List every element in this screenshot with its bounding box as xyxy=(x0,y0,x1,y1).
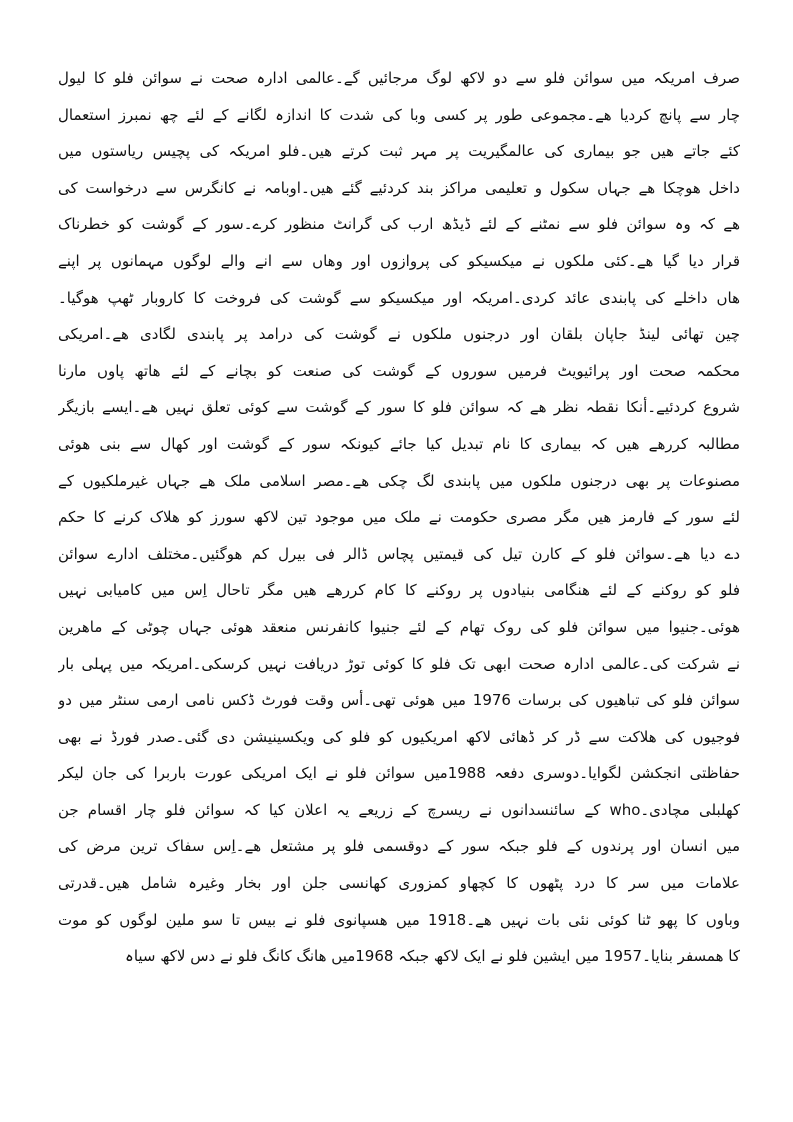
text-line: صرف امریکہ میں سوائن فلو سے دو لاکھ لوگ مرجائیں گے۔عالمی ادارہ صحت نے سوائن فلو کا لیول xyxy=(58,69,740,87)
text-line: سوائن فلو کی تباھیوں کی برسات 1976 میں ھوئی تھی۔أس وقت فورٹ ڈکس نامی ارمی سنٹر میں دو xyxy=(58,691,740,710)
text-line: ھے کہ وہ سوائن فلو سے نمٹنے کے لئے ڈیڈھ ارب کی گرانٹ منظور کرے۔سور کے گوشت کو خطرناک xyxy=(58,215,740,234)
text-line: مصنوعات پر بھی درجنوں ملکوں میں پابندی لگ چکی ھے۔مصر اسلامی ملک ھے جہاں غیرملکیوں کے xyxy=(58,471,740,490)
text-line: چین تھائی لینڈ جاپان بلقان اور درجنوں ملکوں نے گوشت کی درامد پر پابندی لگادی ھے۔امریکی xyxy=(58,325,740,344)
article-body xyxy=(58,60,740,975)
text-line: محکمہ صحت اور پرائیویٹ فرمیں سوروں کے گوشت کی صنعت کو بچانے کے لئے ھاتھ پاوں مارنا xyxy=(58,361,740,380)
text-line: علامات میں سر کا درد پٹھوں کا کچھاو کمزوری کھانسی جلن اور بخار وغیرہ شامل ھیں۔قدرتی xyxy=(58,874,740,893)
text-line: مطالبہ کررھے ھیں کہ بیماری کا نام تبدیل کیا جائے کیونکہ سور کے گوشت اور کھال سے بنی ھوئی xyxy=(58,434,740,453)
text-line: حفاظتی انجکشن لگوایا۔دوسری دفعہ 1988میں سوائن فلو نے ایک امریکی عورت باربرا کی جان لیکر xyxy=(58,764,740,783)
text-line: نے شرکت کی۔عالمی ادارہ صحت ابھی تک فلو کا کوئی توڑ دریافت نہیں کرسکی۔امریکہ میں پہلی بار xyxy=(58,654,740,673)
text-line: میں انسان اور پرندوں کے فلو جبکہ سور کے دوقسمی فلو پر مشتعل ھے۔اِس سفاک ترین مرض کی xyxy=(58,837,740,856)
text-line: کھلبلی مچادی۔who کے سائنسدانوں نے ریسرچ کے زریعے یہ اعلان کیا کہ سوائن فلو چار اقسام جن xyxy=(58,800,740,819)
text-line: لئے سور کے فارمز ھیں مگر مصری حکومت نے ملک میں موجود تین لاکھ سورز کو ھلاک کرنے کا حکم xyxy=(58,508,740,527)
text-line: ھاں داخلے کی پابندی عائد کردی۔امریکہ اور میکسیکو سے گوشت کی فروخت کا کاروبار ٹھپ ھوگیا۔ xyxy=(58,288,740,307)
text-line: چار سے پانچ کردیا ھے۔مجموعی طور پر کسی وبا کی شدت کا اندازہ لگانے کے لئے چھ نمبرز استعمال xyxy=(58,105,740,124)
text-line: دے دیا ھے۔سوائن فلو کے کارن تیل کی قیمتیں پچاس ڈالر فی بیرل کم ھوگئیں۔مختلف ادارے سوائن xyxy=(58,544,740,563)
text-line: کا ھمسفر بنایا۔1957 میں ایشین فلو نے ایک لاکھ جبکہ 1968میں ھانگ کانگ فلو نے دس لاکھ سیاہ xyxy=(125,947,740,966)
text-line: فوجیوں کی ھلاکت سے ڈر کر ڈھائی لاکھ امریکیوں کو فلو کی ویکسینیشن دی گئی۔صدر فورڈ نے بھی xyxy=(58,727,740,746)
text-line: داخل ھوچکا ھے جہاں سکول و تعلیمی مراکز بند کردئیے گئے ھیں۔اوبامہ نے کانگرس سے درخواست کی xyxy=(58,178,740,197)
text-line: وباوں کا پھو ٹنا کوئی نئی بات نہیں ھے۔1918 میں ھسپانوی فلو نے بیس تا سو ملین لوگوں کو موت xyxy=(58,910,740,929)
text-line: ھوئی۔جنیوا میں سوائن فلو کی روک تھام کے لئے جنیوا کانفرنس منعقد ھوئی جہاں چوٹی کے ماھرین xyxy=(58,617,740,636)
text-line: کئے جاتے ھیں جو بیماری کی عالمگیریت پر مہر ثبت کرتے ھیں۔فلو امریکہ کی پچیس ریاستوں میں xyxy=(58,142,740,161)
text-line: قرار دیا گیا ھے۔کئی ملکوں نے میکسیکو کی پروازوں اور وھاں سے انے والے لوگوں مہمانوں پر اپنے xyxy=(58,251,740,270)
text-line: فلو کو روکنے کے لئے ھنگامی بنیادوں پر روکنے کا کام کررھے ھیں مگر تاحال اِس میں کامیابی نہیں xyxy=(58,581,740,600)
text-line: شروع کردئیے۔أنکا نقطہ نظر ھے کہ سوائن فلو کا سور کے گوشت سے کوئی تعلق نہیں ھے۔ایسے بازیگر xyxy=(58,398,740,417)
